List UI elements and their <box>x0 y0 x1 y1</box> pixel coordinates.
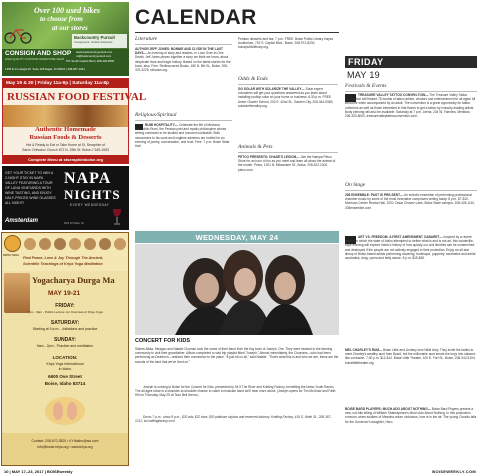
event-body: Boise Little and Lindsey love Nikki Amy. They invite the ladies to meet Charley's wealthy aunt from Brazil, but the millionaire aunt sends the boys into cabaret-like confusion. 7:30 p.m. $12-$14. Boise Little Theater, 100 E. Fort St., Boise, 208-342-5104, boiselittletheater.org. <box>345 348 476 365</box>
kriya-contact[interactable]: Contact: 208-870-3820 • KYIIdaho@aol.com <box>31 439 99 443</box>
event-title: 208 ENSEMBLE: PAST IS PRE-SENT— <box>345 193 404 197</box>
kriya-yoga-ad[interactable] <box>1 232 129 466</box>
kriya-loc-2: in Idaho <box>58 367 72 371</box>
friday-column <box>345 36 477 468</box>
section-label-festivals: Festivals & Events <box>345 83 387 89</box>
event-body: Inspired by a recent lawsuit in which the state of Idaho attempted to define what is and is not art, this vaudeville-style evening will explore Idaho's history of how quickly our civil liberties can be undermined and destroyed if the people are not actively engaged in their protection. Enjoy an all-star lineup of Boise-based artists performing clowning, burlesque, puppetry, acrobatics and aerial acrobatics, drag, opera and belly dance. 8 p.m. $15-$45. <box>345 235 476 261</box>
event-jeff-jones <box>135 47 232 72</box>
napa-nights-ad[interactable] <box>2 166 129 230</box>
kriya-sat-label: SATURDAY: <box>50 320 80 326</box>
kriya-sun-text: 9am - 2pm - Practice and meditation <box>36 344 94 348</box>
backcountry-logo-text: Backcountry Pursuit <box>74 35 115 40</box>
kriya-logo <box>4 235 21 252</box>
russian-food-photo <box>3 105 128 127</box>
russian-menu-link[interactable]: Complete Menu at stseraphimboise.org <box>28 156 103 162</box>
russian-line-2: Russian Foods & Desserts <box>29 134 102 141</box>
event-body: Solar expert volunteers will get your questions answered as you learn about installing rooftop solar on your home or business. 6:30 p.m. FREE. Anser Charter School, 202 E. 42nd St., Garden City, 208-344-9383, solarizethevalley.org. <box>238 87 334 108</box>
bikes-addr-2: 1365 E Iron Eagle Dr. Suite 106 Eagle, ID 83616 | 208-957-1621 <box>5 67 85 71</box>
friday-date: MAY 19 <box>347 70 380 80</box>
kriya-sun-label: SUNDAY: <box>54 337 76 343</box>
napa-text-3: VALLEY FEATURING A TOUR <box>5 181 53 185</box>
calendar-column-2 <box>238 36 338 228</box>
russian-title: RUSSIAN FOOD FESTIVAL <box>7 91 147 103</box>
kriya-loc-1: Kriya Yoga International <box>46 362 84 366</box>
event-body: Boise Bard Players present a new, not-hits telling of William Shakespeare's Much Ado About Nothing. In this production romcom, when soldiers of Messina return victorious, love is in the air. The young Claudio falls for the Governor's daughter, Hero. <box>345 407 477 424</box>
bike-graphic <box>4 26 32 44</box>
concert-body-1: Sisters Allisa, Meagan and Natalie Cloonan took the name of their band from the tiny town of Joseph, Ore. They were headed to the farming community to visit their grandfather. Allison completed a road trip playlist titled "Joseph." Almost immediately, the Cloonans—who had been performing as Dearborn—realized their connection to the place. "It just hit us all," said Natalie. "That's what this is and who we are, these are the sounds of the land that we've lived on." <box>135 347 339 364</box>
section-label-religious: Religious/Spiritual <box>135 112 177 118</box>
page-footer <box>0 468 480 476</box>
napa-logo-sub: EVERY WEDNESDAY <box>70 203 110 207</box>
kriya-logo-text: KRIYA YOGA <box>3 254 20 257</box>
event-title: TREASURE VALLEY TATTOO CONVEN-TION— <box>358 93 429 97</box>
event-title: ART VS. FREEDOM: A FIRST AMENDMENT CABARET— <box>358 235 443 239</box>
title-rule <box>135 32 339 33</box>
napa-logo-nights: NIGHTS <box>64 187 121 202</box>
event-body: The Treasure Valley Tattoo Convention will feature 75 booths of tattoo artists, vendors and entertainment for all ages! All welcome when accompanied by an adult. The convention is a great opportunity for tattoo collectors as well as those interested in first timers to get a tattoo by industry-leading artists. Body piercing will also be available. Saturday at 7 p.m. Arena, 234 W. Fairview, Meridian, 208-333-8000, treasurevalleytattooconvention.com. <box>345 93 476 119</box>
russian-line-3: Hot & Ready to Eat or Take Home at St. Seraphim of <box>25 143 106 147</box>
event-body: Celebrate the life of Mevlana Jalaluddin Rumi, the Persian poet and mystic philosopher whose writing continues to be studied and honored worldwide. Both newcomers to his work and longtime admirers are invited for an evening of poetry, conversation, and food. Free. 7 p.m. Boise State Hall. <box>135 123 230 149</box>
event-title: PETCO PRESENTS: CHASE'S LEGION— <box>238 155 300 159</box>
event-208-ensemble <box>345 193 477 210</box>
bikes-url[interactable]: www.backcountrypursuit.com <box>76 50 113 54</box>
event-body: An evening of story and readers. In Love Over-In-One Death, Jeff Jones pieces together a story we think we know, about desperate lives and tragic history. Based on the latest stories for the book, also. Free. Rediscovered Books, 180 N. 8th St., Boise, 208-376-4229, rdbooks.org. <box>135 51 231 73</box>
event-charleys-aunt <box>345 348 477 365</box>
amsterdam-address: 609 W Main St <box>64 221 84 225</box>
event-rumi <box>135 123 232 148</box>
kriya-fri-text: 7pm - 9pm - Public Lecture: An Overview of Kriya Yoga <box>27 310 103 314</box>
consign-logo: CONSIGN AND SHOP <box>5 50 72 57</box>
footer-left: 10 | MAY 17–23, 2017 | BOISEweekly <box>4 469 73 474</box>
kriya-contact-2[interactable]: info@boise.kriya.org • www.kriya.org <box>37 445 93 449</box>
kriya-title: Yogacharya Durga Ma <box>32 275 115 285</box>
section-label-odds-ends: Odds & Ends <box>238 76 268 82</box>
photo-caption: Jumpin' Joseph. <box>285 327 308 331</box>
russian-line-1: Authentic Homemade <box>35 126 96 133</box>
bikes-headline-1: Over 100 used bikes <box>34 6 100 15</box>
event-title: GO SOLAR WITH SOLARIZE THE VALLEY— <box>238 87 305 91</box>
wednesday-banner <box>135 231 339 243</box>
kriya-loc-label: LOCATION: <box>52 355 78 360</box>
event-bard-players <box>345 407 477 424</box>
kriya-fri-label: FRIDAY: <box>55 303 75 309</box>
amsterdam-logo: Amsterdam <box>5 218 39 224</box>
kriya-feet-illustration <box>42 391 88 427</box>
consign-tagline: HIGH QUALITY OUTDOOR ADVENTURE GEAR <box>5 58 64 61</box>
footer-right: BOISEWEEKLY.COM <box>432 469 476 474</box>
bikes-headline-3: at our stores <box>52 24 88 32</box>
russian-line-4: Sarov Orthodox Church 872 N. 29th St. Boise // 345-1553 <box>22 148 109 152</box>
section-rule <box>238 152 338 153</box>
backcountry-tagline: Consignment, Outdoor Adventure <box>74 41 113 44</box>
friday-title: FRIDAY <box>348 57 384 67</box>
section-label-on-stage: On Stage <box>345 182 366 188</box>
concert-body-3: Doors 7 p.m., show 8 p.m., $20 adv, $22 door, $50 platinum skybox and reserved balcony. Knitting Factory, 416 S. Ninth St., 208-367-1212, bo.knittingfactory.com. <box>135 415 332 424</box>
wine-glass-icon <box>110 208 124 226</box>
event-title: RUMI HOSPITALITY— <box>145 123 179 127</box>
kriya-tagline-1: Find Peace, Love & Joy Through The Ancient, <box>23 256 104 260</box>
russian-dates: May 19 & 20 | Friday 11a-9p | Saturday 11a-8p <box>6 80 109 86</box>
bikes-ad[interactable] <box>2 2 129 76</box>
event-body: Join the Nampa Petco Store for an hour of fun as you meet and learn all about the animal of the month. Petco, 1201 N. Milwaukee St., Boise, 208-322-1002, petco.com. <box>238 155 336 172</box>
kriya-tagline-2: Scientific Teachings of Kriya Yoga Meditation <box>23 262 103 266</box>
russian-food-ad[interactable] <box>2 78 147 164</box>
page-title: CALENDAR <box>135 6 257 29</box>
section-rule <box>238 84 338 85</box>
event-art-vs-freedom <box>345 235 477 260</box>
napa-text-5: WINE TASTING, AND ENJOY <box>5 191 52 195</box>
concert-for-kids <box>135 337 339 467</box>
kriya-loc-4: Boise, Idaho 83714 <box>44 381 86 386</box>
event-petco <box>238 155 338 172</box>
bikes-email[interactable]: cs@backcountrypursuit.com <box>76 54 112 58</box>
section-rule <box>345 190 477 191</box>
section-label-literature: Literature <box>135 36 158 42</box>
kriya-loc-3: 6600 Ove Street <box>48 374 82 379</box>
kriya-portraits <box>23 235 127 255</box>
bikes-addr-1: 671 South Capitol Blvd | 208-429-9500 <box>66 59 115 63</box>
event-go-solar <box>238 87 338 108</box>
kriya-dates: MAY 19-21 <box>48 290 81 297</box>
kriya-footer-bar <box>2 433 128 465</box>
napa-text-1: GET YOUR TICKET TO WIN A <box>5 171 54 175</box>
wednesday-banner-text: WEDNESDAY, MAY 24 <box>195 233 279 242</box>
event-title: BOISE BARD PLAYERS: MUCH ADO ABOUT NOTHING— <box>345 407 431 411</box>
event-tattoo-convention <box>345 93 477 118</box>
section-rule <box>135 44 232 45</box>
event-title: MEL CHARLEY'S RUM— <box>345 348 383 352</box>
section-rule <box>135 120 232 121</box>
napa-logo-napa: NAPA <box>64 170 112 187</box>
event-body: An eclectic ensemble of performing professional chamber music by some of the most innovative composers writing today. 8 p.m. $7-$10. Morrison Center Recital Hall, 2201 Cesar Chavez Lane, Boise State campus, 208-426-1110, 208ensemble.com. <box>345 193 475 210</box>
kriya-sat-text: Starting at 9 a.m. - Initiations and practice <box>32 327 98 331</box>
concert-heading: CONCERT FOR KIDS <box>135 338 190 344</box>
calendar-column-1 <box>135 36 232 228</box>
napa-text-7: ALL NIGHT! <box>5 201 24 205</box>
section-rule <box>345 91 477 92</box>
section-label-animals: Animals & Pets <box>238 144 273 150</box>
joseph-band-photo <box>135 244 339 335</box>
napa-text-2: 2-NIGHT STAY IN NAPA <box>5 176 44 180</box>
event-continued: Persian desserts and tea. 7 p.m. FREE. Boise Public Library Hayes Auditorium, 715 S. Capitol Blvd., Boise, 208-972-8200, boisepubliclibrary.org. <box>238 37 334 50</box>
backcountry-logo <box>72 34 127 48</box>
bikes-headline-2: to choose from <box>40 15 83 23</box>
napa-text-6: HALF-PRICED WINE GLASSES <box>5 196 56 200</box>
concert-body-2: Joseph is coming to Boise for the Concert for Kids, presented by 94.9 The River and Knitting Factory, benefiting the Idaho Youth Ranch. The all ages show is a shoulder-to-shoulder chance to catch a musician band we'll hear more about. (Joseph opens for Tim McGraw and Faith Hill on Thursday, May 25 at Taco Bell Arena.) <box>135 385 336 398</box>
event-title: AUTHOR JEFF JONES: BONNIE AND CLYDE IN THE LAST DAYS— <box>135 47 223 56</box>
napa-text-4: OF LUNA VINEYARDS WITH <box>5 186 51 190</box>
